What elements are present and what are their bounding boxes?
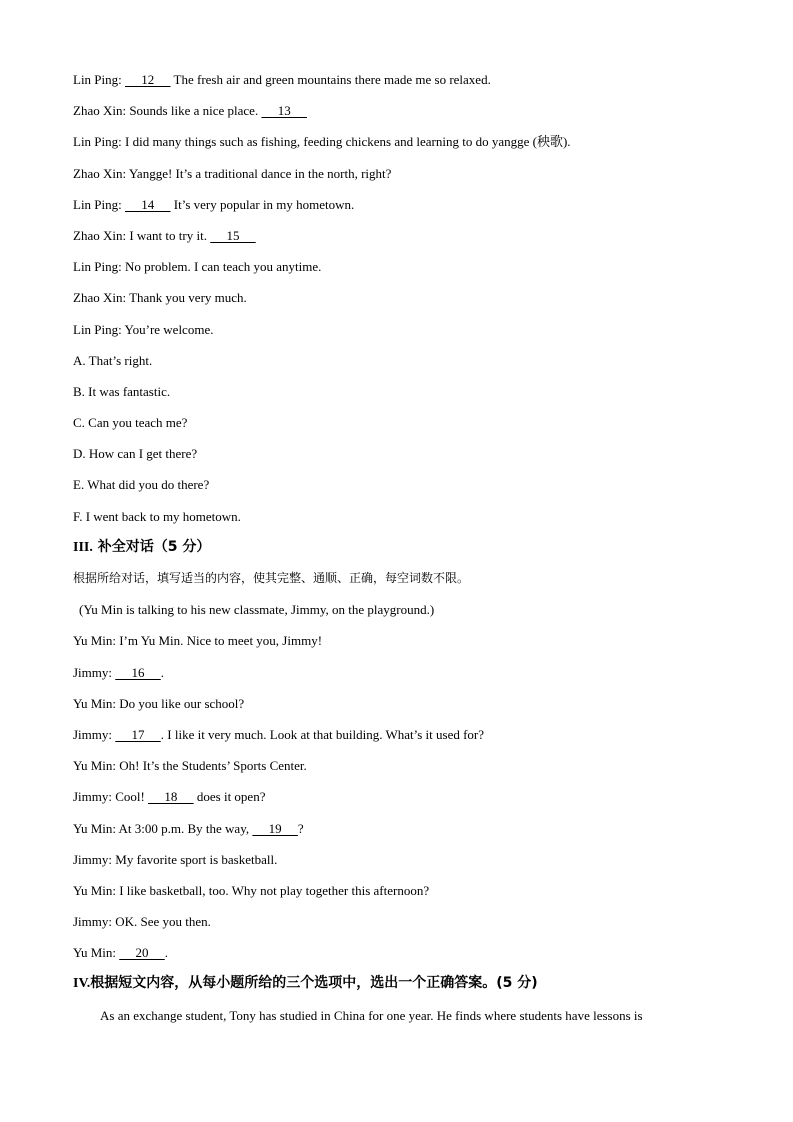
- option-b: B. It was fantastic.: [73, 383, 171, 399]
- option-a: A. That’s right.: [73, 352, 153, 368]
- dialogue-line: Zhao Xin: Thank you very much.: [73, 290, 247, 306]
- answer-blank-13[interactable]: 13: [261, 103, 307, 119]
- answer-blank-15[interactable]: 15: [210, 227, 256, 243]
- answer-blank-20[interactable]: 20: [119, 945, 165, 961]
- dialogue-line: Zhao Xin: Yangge! It’s a traditional dance in the north, right?: [73, 165, 392, 181]
- answer-blank-14[interactable]: 14: [125, 196, 171, 212]
- dialogue-line: Jimmy: OK. See you then.: [73, 914, 211, 930]
- dialogue-line: Lin Ping: 12 The fresh air and green mountains there made me so relaxed.: [73, 72, 491, 87]
- dialogue-line: Jimmy: 17 . I like it very much. Look at that building. What’s it used for?: [73, 726, 485, 742]
- answer-blank-12[interactable]: 12: [125, 72, 171, 87]
- dialogue-line: Jimmy: Cool! 18 does it open?: [73, 789, 266, 805]
- section-three-heading: III. 补全对话（5 分）: [73, 538, 211, 555]
- dialogue-line: Yu Min: I like basketball, too. Why not play together this afternoon?: [73, 882, 430, 898]
- dialogue-line: Yu Min: Oh! It’s the Students’ Sports Center.: [73, 758, 307, 774]
- dialogue-two: [73, 625, 713, 968]
- dialogue-one: [73, 64, 713, 345]
- dialogue-line: Yu Min: At 3:00 p.m. By the way, 19 ?: [73, 820, 304, 836]
- dialogue-line: Zhao Xin: Sounds like a nice place. 13: [73, 103, 307, 119]
- section-four-heading: IV.根据短文内容，从每小题所给的三个选项中，选出一个正确答案。(5 分): [73, 975, 538, 992]
- option-e: E. What did you do there?: [73, 477, 210, 493]
- dialogue-line: Jimmy: My favorite sport is basketball.: [73, 851, 278, 867]
- dialogue-line: Jimmy: 16 .: [73, 664, 165, 680]
- dialogue-line: Zhao Xin: I want to try it. 15: [73, 227, 256, 243]
- answer-blank-16[interactable]: 16: [115, 664, 161, 680]
- dialogue-line: Yu Min: 20 .: [73, 945, 168, 961]
- document-page: [73, 64, 713, 1031]
- section-four-paragraph: As an exchange student, Tony has studied in China for one year. He finds where students have lessons is: [100, 1007, 643, 1023]
- answer-blank-18[interactable]: 18: [148, 789, 194, 805]
- answer-options: [73, 345, 713, 532]
- answer-blank-19[interactable]: 19: [252, 820, 298, 836]
- option-d: D. How can I get there?: [73, 446, 198, 462]
- section-three-context: (Yu Min is talking to his new classmate, Jimmy, on the playground.): [79, 602, 435, 618]
- dialogue-line: Lin Ping: You’re welcome.: [73, 321, 214, 337]
- answer-blank-17[interactable]: 17: [115, 726, 161, 742]
- dialogue-line: Lin Ping: I did many things such as fishing, feeding chickens and learning to do yangge (秧歌).: [73, 134, 571, 150]
- dialogue-line: Lin Ping: 14 It’s very popular in my hometown.: [73, 196, 355, 212]
- option-c: C. Can you teach me?: [73, 415, 188, 431]
- option-f: F. I went back to my hometown.: [73, 508, 241, 524]
- dialogue-line: Yu Min: I’m Yu Min. Nice to meet you, Jimmy!: [73, 633, 323, 649]
- dialogue-line: Lin Ping: No problem. I can teach you anytime.: [73, 259, 322, 275]
- dialogue-line: Yu Min: Do you like our school?: [73, 695, 245, 711]
- section-three-instruction: 根据所给对话，填写适当的内容，使其完整、通顺、正确，每空词数不限。: [73, 571, 470, 585]
